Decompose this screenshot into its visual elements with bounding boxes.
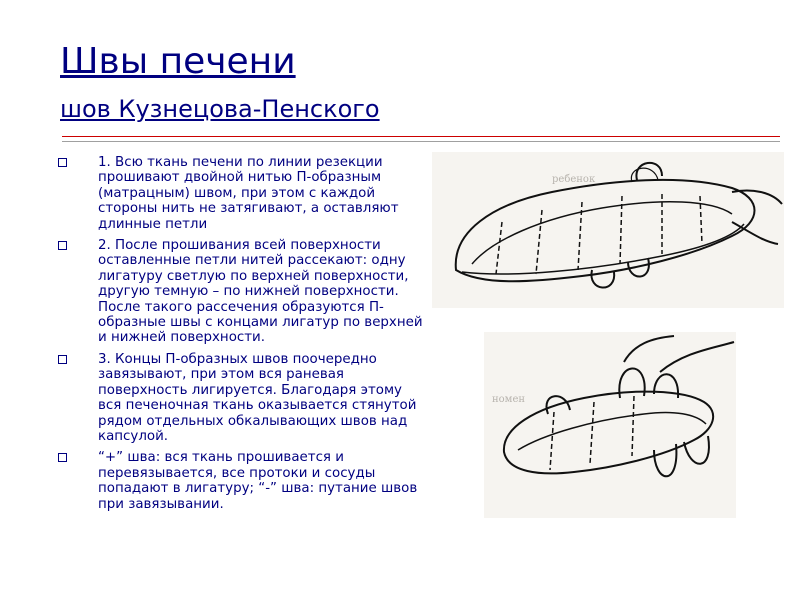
title-divider-gray (62, 141, 780, 142)
slide-title: Швы печени (60, 41, 296, 82)
bullet-text: 1. Всю ткань печени по линии резекции прошивают двойной нитью П-образным (матрацным) швом, при этом с каждой стороны нить не затягивают, а оставляют длинные петли (98, 155, 399, 232)
bullet-text: “+” шва: вся ткань прошивается и перевязывается, все протоки и сосуды попадают в лигатуру; “-” шва: путание швов при завязывании. (98, 450, 418, 512)
bullet-item (58, 450, 428, 512)
bullet-item (58, 352, 428, 444)
square-bullet-icon (58, 241, 67, 250)
title-divider-red (62, 136, 780, 137)
svg-text:ребенок: ребенок (552, 174, 596, 185)
square-bullet-icon (58, 453, 67, 462)
bullet-item (58, 155, 428, 232)
liver-suture-loops-illustration (432, 152, 784, 308)
bullet-list (58, 155, 428, 518)
svg-text:номен: номен (492, 394, 526, 405)
liver-tied-drawing (484, 332, 736, 518)
slide-subtitle: шов Кузнецова-Пенского (60, 95, 380, 123)
square-bullet-icon (58, 355, 67, 364)
bullet-text: 3. Концы П-образных швов поочередно завязывают, при этом вся раневая поверхность лигируется. Благодаря этому вся печеночная ткань оказывается стянутой рядом отдельных обкалывающих швов над капсулой. (98, 351, 417, 444)
bullet-item (58, 238, 428, 346)
liver-suture-tied-illustration (484, 332, 736, 518)
square-bullet-icon (58, 158, 67, 167)
bullet-text: 2. После прошивания всей поверхности оставленные петли нитей рассекают: одну лигатуру светлую по верхней поверхности, другую темную – по нижней поверхности. После такого рассечения образуются П-образные швы с концами лигатур по верхней и нижней поверхности. (98, 238, 423, 346)
liver-loops-drawing (432, 152, 784, 308)
